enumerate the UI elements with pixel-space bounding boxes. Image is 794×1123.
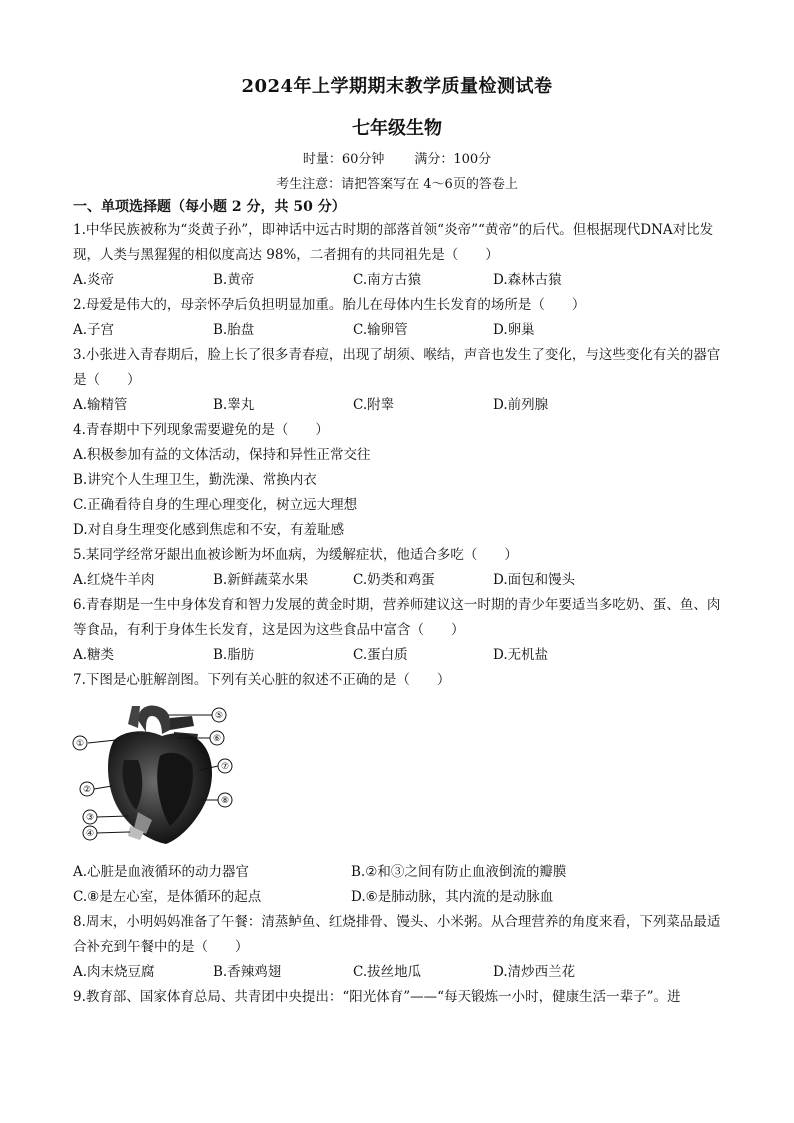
section-heading: 一、单项选择题（每小题 2 分，共 50 分）	[73, 199, 346, 215]
question-8-options	[73, 960, 733, 985]
question-3-options	[73, 393, 733, 418]
option-c: C.拔丝地瓜	[353, 964, 422, 980]
option-c: C.输卵管	[353, 322, 408, 338]
option-d: D.无机盐	[493, 647, 549, 663]
option-a: A.糖类	[73, 647, 115, 663]
option-a: A.心脏是血液循环的动力器官	[73, 864, 250, 880]
option-d: D.对自身生理变化感到焦虑和不安，有羞耻感	[73, 522, 345, 538]
question-2-options	[73, 318, 733, 343]
question-2: 2.母爱是伟大的，母亲怀孕后负担明显加重。胎儿在母体内生长发育的场所是（ ）	[73, 297, 586, 313]
option-b: B.睾丸	[213, 397, 255, 413]
question-1-options	[73, 268, 733, 293]
time-limit: 时量：60分钟	[302, 152, 385, 167]
option-c: C.附睾	[353, 397, 395, 413]
option-a: A.输精管	[73, 397, 128, 413]
option-a: A.红烧牛羊肉	[73, 572, 155, 588]
heart-diagram	[70, 700, 245, 848]
option-d: D.卵巢	[493, 322, 535, 338]
option-b: B.讲究个人生理卫生，勤洗澡、常换内衣	[73, 472, 317, 488]
label-4: ④	[85, 829, 95, 839]
option-d: D.清炒西兰花	[493, 964, 576, 980]
question-7: 7.下图是心脏解剖图。下列有关心脏的叙述不正确的是（ ）	[73, 672, 451, 688]
option-c: C.南方古猿	[353, 272, 422, 288]
option-a: A.炎帝	[73, 272, 115, 288]
question-5: 5.某同学经常牙龈出血被诊断为坏血病，为缓解症状，他适合多吃（ ）	[73, 547, 518, 563]
option-c: C.蛋白质	[353, 647, 408, 663]
option-a: A.肉末烧豆腐	[73, 964, 155, 980]
question-3: 3.小张进入青春期后，脸上长了很多青春痘，出现了胡须、喉结，声音也发生了变化，与这些变化有关的器官是（ ）	[73, 347, 721, 388]
question-6-options	[73, 643, 733, 668]
option-b: B.②和③之间有防止血液倒流的瓣膜	[351, 864, 567, 880]
option-d: D.前列腺	[493, 397, 549, 413]
option-b: B.胎盘	[213, 322, 255, 338]
question-8: 8.周末，小明妈妈准备了午餐：清蒸鲈鱼、红烧排骨、馒头、小米粥。从合理营养的角度来看，下列菜品最适合补充到午餐中的是（ ）	[73, 914, 721, 955]
exam-title: 2024年上学期期末教学质量检测试卷	[241, 76, 553, 97]
option-b: B.脂肪	[213, 647, 255, 663]
question-1: 1.中华民族被称为“炎黄子孙”，即神话中远古时期的部落首领“炎帝”“黄帝”的后代。但根据现代DNA对比发现，人类与黑猩猩的相似度高达 98%，二者拥有的共同祖先是（ ）	[73, 222, 714, 263]
label-5: ⑤	[214, 711, 224, 721]
option-c: C.正确看待自身的生理心理变化，树立远大理想	[73, 497, 358, 513]
exam-subject: 七年级生物	[352, 118, 442, 139]
question-6: 6.青春期是一生中身体发育和智力发展的黄金时期，营养师建议这一时期的青少年要适当多吃奶、蛋、鱼、肉等食品，有利于身体生长发育，这是因为这些食品中富含（ ）	[73, 597, 721, 638]
option-a: A.子宫	[73, 322, 115, 338]
label-7: ⑦	[220, 762, 230, 772]
option-c: C.⑧是左心室，是体循环的起点	[73, 889, 262, 905]
exam-notice: 考生注意：请把答案写在 4～6页的答卷上	[276, 177, 518, 192]
question-4: 4.青春期中下列现象需要避免的是（ ）	[73, 422, 329, 438]
exam-meta	[0, 148, 794, 167]
label-2: ②	[82, 785, 92, 795]
option-b: B.黄帝	[213, 272, 255, 288]
label-3: ③	[85, 813, 95, 823]
question-5-options	[73, 568, 733, 593]
option-a: A.积极参加有益的文体活动，保持和异性正常交往	[73, 447, 371, 463]
option-d: D.⑥是肺动脉，其内流的是动脉血	[351, 889, 554, 905]
option-c: C.奶类和鸡蛋	[353, 572, 435, 588]
full-score: 满分：100分	[414, 152, 492, 167]
option-b: B.新鲜蔬菜水果	[213, 572, 309, 588]
question-9: 9.教育部、国家体育总局、共青团中央提出：“阳光体育”——“每天锻炼一小时，健康生活一辈子”。进	[73, 989, 681, 1005]
label-1: ①	[75, 739, 85, 749]
option-b: B.香辣鸡翅	[213, 964, 282, 980]
label-8: ⑧	[220, 796, 230, 806]
label-6: ⑥	[212, 734, 222, 744]
option-d: D.面包和馒头	[493, 572, 576, 588]
option-d: D.森林古猿	[493, 272, 562, 288]
